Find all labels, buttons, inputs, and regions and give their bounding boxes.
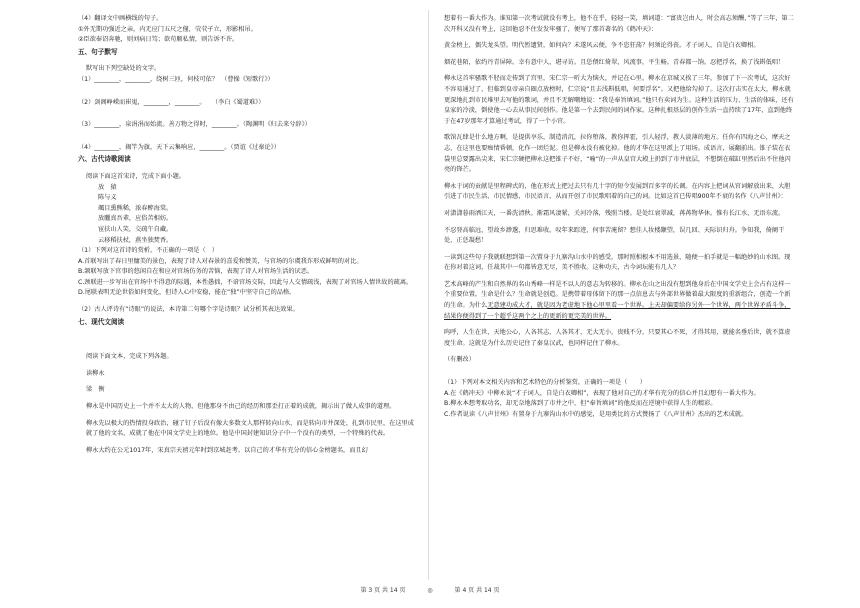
page-footer (0, 585, 860, 594)
fill-blank: （4）________，揭竿为旗，天下云集响应，________。（贾谊《过秦论》） (78, 143, 280, 151)
option-a: A.在《鹤冲天》中柳永说“才子词人，自是白衣卿相”，表现了他对自己的才华有充分的信心并且幻想有一番大作为。 (444, 389, 760, 397)
poem-line: 云移稻扶杖，燕坐独焚香。 (98, 236, 173, 244)
essay-paragraph: 歌馆瓦肆是什么地方啊，是提供享乐，制造消沉，拉你堕落，教你挥霍，引人轻浮，教人淡薄的地方。任你有四海之心，摩天之志，在这里也要痴情昏顿，化作一团烂泥。但是柳永没有被化掉。他的才华在这里派上了用场。成语言，展翻前出。锥子装在衣袋里总要露出尖来，宋仁宗硬把柳永这把锥子不好，“喻”的一声从皇宫大殿上扔到了市井底层，不想倒在破缸里然后出不住他闪亮的锋芒。 (444, 134, 791, 174)
section-intro: 阅读下面文本，完成下列各题。 (86, 353, 173, 361)
poem-line: 放臞真吾辈，应俗苦相妨。 (98, 215, 173, 223)
question-stem: （4）翻译文中画横线的句子。 (78, 15, 163, 22)
option-b: B.颔联写放下官事的悠闲自在和应对官场仿务的苦恼，表现了诗人对官场生活的厌恶。 (78, 268, 314, 276)
poem-author: 陈与义 (98, 194, 117, 202)
option-d: D.尾联表明无论世俗如何变化，但诗人心中安稳，能在“独”中坚守自己的品格。 (78, 289, 296, 297)
question-stem: （1）下列对这首诗的赏析，不正确的一项是（ ） (78, 247, 219, 255)
fill-blank: （3）________，泉涓涓而始流。善万物之得时，________。（陶渊明《归去来兮辞》） (78, 121, 311, 129)
option-c: C.作者说读《八声甘州》有置身于九寨沟山水中的感觉，是用类比的方式赞扬了《八声甘州》杰出的艺术成就。 (444, 410, 748, 418)
ci-stanza: 对潇潇暮雨洒江天，一番洗清秋。渐霜风凄紧，关河冷落，残照当楼。是处红衰翠减，苒苒物华休。惟有长江水，无语东流。 (444, 209, 785, 217)
page-number-right: 第 4 页 共 14 页 (454, 587, 500, 594)
column-divider (428, 10, 429, 580)
essay-paragraph: 柳永于词的贡献是里程碑式的，他在形式上把过去只有几十字的短令发展到百多字的长调。在内容上把词从官词解放出来，大胆引进了市民生活、市民情感，市民语言，从而开创了市民歌唱着的自己的词。比如这首已传唱900年不衰的名作《八声甘州》： (444, 182, 791, 201)
poem-line: 颯目熏熊稀，浓春醉海棠。 (98, 204, 173, 212)
essay-paragraph: 一读到这些句子我就联想到第一次置身于九寨沟山水中的感受，那时照相根本不用选景，随便一拍手就是一幅绝妙的山水图。现在你对着这词，任裁其中一句都皆意无尽，美不胜收。这种功夫，古今词坛能有几人？ (444, 253, 791, 272)
fill-blank: （2）剑阁峥嵘而崔嵬，________，________。 （李白《蜀道难》） (78, 98, 265, 106)
right-column (444, 14, 794, 420)
option-a: A.首联写出了春日里慵美的景色，表现了诗人对春景的喜爱和赞美，与官场的尔虞我诈形成鲜明的对比。 (78, 257, 363, 265)
paragraph-text: 艺术高峰的产生和自然界的名山秀峰一样是不以人的意志为转移的。柳永在山之出没有想到他身后在中国文学史上会占有这样一个重要位置。生命是什么？生命就是创造。是携带着母体留下的那一点信息去与外部世界做着最大限度的重新组合，创造一个新的生命。为什么 (444, 280, 791, 310)
left-column (78, 14, 420, 456)
essay-paragraph: 柳永这首牢骚歌不胫而走传到了宫里，宋仁宗一听大为恼火，并记在心里。柳永在京城又挨了三年，参加了下一次考试，这次好不容易通过了，但临到皇帝亲自圈点放榜时，仁宗说“且去浅斟低唱，何要浮名”。又把他给勾掉了。这次打击实在太大，柳永就更深地扎到市民堆里去写他的歌词，并且不无解嘲地说：“我是奉旨填词。”他只有卖词为生。这种生活的压力、生活的体味，还有皇家的冷淡，倒使他一心去从事民间创作。他是第一个去到民间的词作家。这种扎根基层的创作生活一直持续了17年，直到他终于在47岁那年才算通过考试，得了一个小官。 (444, 75, 794, 125)
ci-stanza: 烟花巷陌，依约丹青屏障。幸有意中人，堪寻访。且恁偎红倚翠，风流事，平生畅。青春都一饷。忍把浮名，换了浅斟低唱！ (444, 58, 785, 66)
edit-note: （有删改） (444, 356, 475, 364)
fill-blank: （1）________，________，绕树三匝，何枝可依？ （曹操《短歌行》） (78, 75, 274, 83)
essay-paragraph: 柳永先以极大的热情投身政治，碰了钉子后没有像大多数文人那样转向山水，而是转向市井深处，扎到市民里，在这里成就了他的文名，成就了他在中国文学史上的地位。他是中国封建知识分子中一个没有的类型，一个特殊的代表。 (86, 419, 414, 438)
section-heading: 五、句子默写 (78, 47, 118, 56)
essay-paragraph: 呜呼，人生在世，天地公心，人各其志，人各其才，无大无小，贵贱不分，只要其心不死，才得其用，就能名垂后世，就不算虚度生命。这就是为什么历史记住了秦皇汉武，也同样记住了柳永。 (444, 329, 791, 347)
essay-title: 读柳永 (86, 369, 105, 377)
essay-paragraph: 柳永是中国历史上一个并不太大的人物，但他那身不由己的经历和那歪打正着的成就，揭示出了做人成事的道理。 (86, 403, 396, 411)
page-number-left: 第 3 页 共 14 页 (360, 587, 406, 594)
section-intro: 阅读下面这首宋诗，完成下面小题。 (86, 172, 185, 180)
essay-paragraph: 想着有一番大作为。谁知第一次考试就没有考上，他不在乎，轻轻一笑，填词道：“富贵岂由人，时会高志须酬，”等了三年，第二次开科又没有考上，这回他忍不住发发牢骚了，便写了那首著名的《鹤冲天》： (444, 15, 794, 33)
section-heading: 七、现代文阅读 (78, 317, 125, 326)
center-mark: ◎ (427, 587, 433, 594)
option-c: C.颈联进一步写出在官场中不得意的际遇，本性愚拙，不谙官场交际，因此与人交情疏浅，表现了对官场人情世故的疏离。 (78, 278, 413, 286)
essay-paragraph (444, 280, 794, 322)
option-b: B.柳永本想考取功名，却无奈地落到了市井之中，但“奉旨填词”的他反而在逆境中获得人生的精彩。 (444, 400, 717, 408)
section-heading: 六、古代诗歌阅读 (78, 155, 131, 164)
section-intro: 默写出下列空缺处的文字。 (86, 65, 161, 73)
text-line: ①外无期功强近之亲，内无应门五尺之僮，茕茕孑立，形影相吊。 (78, 25, 257, 33)
poem-title: 放 猿 (98, 183, 117, 191)
underlined-sentence: 无意建功成大才，就是因为老虚地下他心里里看一个世界。上天却偏要给你另外一个世界，两个世界矛盾斗争，结果你便得到了一个超乎这两个之上的更新的更完美的世界。 (444, 302, 791, 320)
text-line: ②臣欲奉诏奔驰，则刘病日笃；欲苟顺私情，则告诉不许。 (78, 36, 239, 44)
question-stem: （2）古人评诗有“诗眼”的说法，本诗第二句哪个字是诗眼？试分析其表达效果。 (78, 306, 299, 314)
ci-stanza: 黄金榜上，偶失龙头望。明代暂遗贤，如何向？未遂风云便，争不恣狂荡？何须论得丧。才子词人，自是白衣卿相。 (444, 42, 760, 50)
essay-paragraph: 柳永大约在公元1017年，宋真宗天禧元年时到京城赶考。以自己的才华有充分的信心金榜题名，而且幻 (86, 446, 368, 454)
essay-author: 梁 衡 (86, 386, 105, 394)
question-stem: （1）下列对本文相关内容和艺术特色的分析鉴赏，正确的一项是（ ） (444, 379, 646, 387)
poem-line: 宦扶山人笑，交疏午自藏。 (98, 225, 173, 233)
ci-stanza: 不忍登高临远，望故乡渺邈，归思难收。叹年来踪迹，何事苦淹留？想佳人妆楼颙望，误几回、天际识归舟。争知我，倚阑干处，正恁凝愁！ (444, 226, 785, 245)
